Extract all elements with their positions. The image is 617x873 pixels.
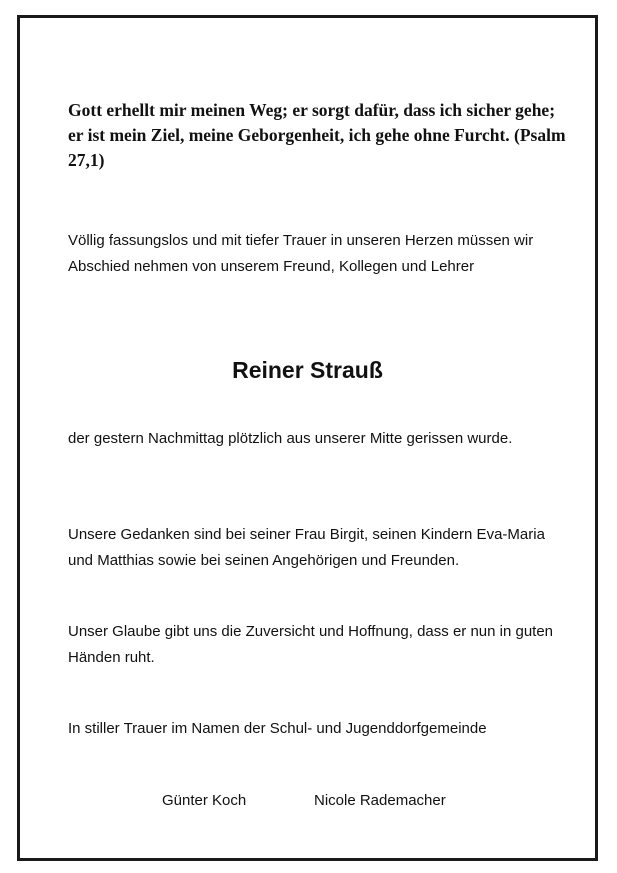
closing-line: In stiller Trauer im Namen der Schul- und Jugenddorfgemeinde — [68, 720, 487, 737]
deceased-name: Reiner Strauß — [232, 357, 383, 383]
notice-frame — [17, 15, 598, 861]
condolence-paragraph: Unsere Gedanken sind bei seiner Frau Birgit, seinen Kindern Eva-Maria und Matthias sowie bei seinen Angehörigen und Freunden. — [68, 526, 545, 569]
psalm-quote: Gott erhellt mir meinen Weg; er sorgt dafür, dass ich sicher gehe; er ist mein Ziel, meine Geborgenheit, ich gehe ohne Furcht. (Psalm 27,1) — [68, 100, 566, 170]
intro-paragraph: Völlig fassungslos und mit tiefer Trauer in unseren Herzen müssen wir Abschied nehmen von unserem Freund, Kollegen und Lehrer — [68, 232, 534, 275]
faith-paragraph: Unser Glaube gibt uns die Zuversicht und Hoffnung, dass er nun in guten Händen ruht. — [68, 623, 554, 666]
signatory-name: Nicole Rademacher — [314, 792, 446, 809]
signatory-name: Günter Koch — [162, 792, 247, 809]
circumstance-paragraph: der gestern Nachmittag plötzlich aus unserer Mitte gerissen wurde. — [68, 430, 513, 447]
